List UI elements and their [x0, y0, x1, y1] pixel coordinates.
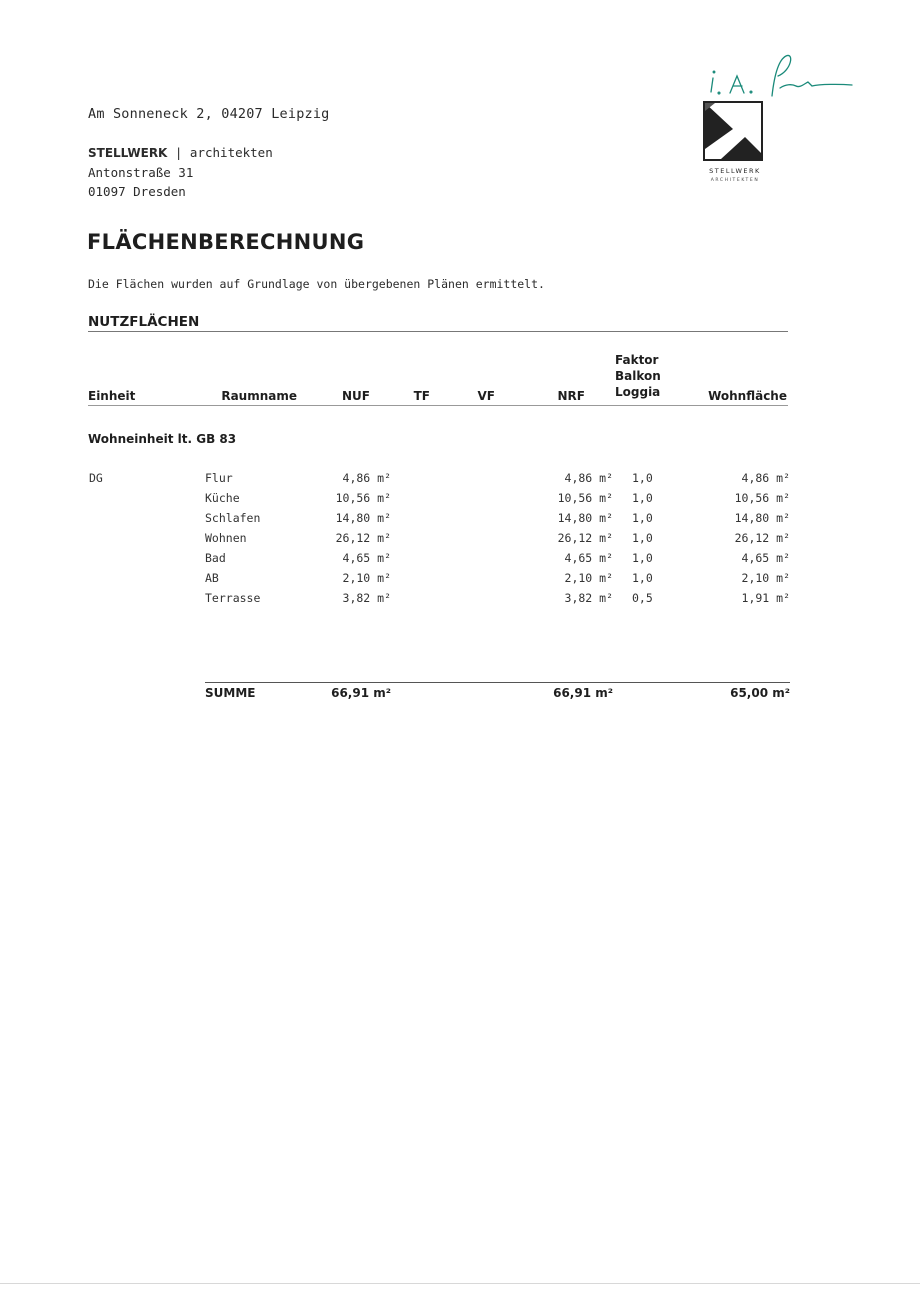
intro-text: Die Flächen wurden auf Grundlage von übergebenen Plänen ermittelt. — [88, 277, 545, 291]
signature — [700, 48, 860, 107]
section-heading: NUTZFLÄCHEN — [88, 314, 200, 330]
header-faktor-2: Balkon — [615, 369, 661, 383]
room-faktor: 1,0 — [632, 491, 653, 505]
table-row — [0, 588, 920, 608]
table-row — [0, 528, 920, 548]
header-faktor — [615, 352, 661, 400]
room-name: Küche — [205, 491, 240, 505]
header-vf: VF — [477, 389, 495, 403]
office-name — [88, 143, 273, 163]
page-edge — [0, 1283, 920, 1284]
office-city: 01097 Dresden — [88, 184, 186, 199]
sum-label: SUMME — [205, 686, 256, 700]
section-rule — [88, 331, 788, 332]
unit-heading: Wohneinheit lt. GB 83 — [88, 432, 237, 446]
sum-nuf: 66,91 m² — [331, 686, 391, 700]
room-nuf: 2,10 m² — [342, 571, 391, 585]
room-wohnflaeche: 10,56 m² — [734, 491, 790, 505]
office-name-bold: STELLWERK — [88, 146, 168, 160]
room-nuf: 26,12 m² — [335, 531, 391, 545]
room-nrf: 26,12 m² — [557, 531, 613, 545]
room-nrf: 4,86 m² — [564, 471, 613, 485]
room-wohnflaeche: 26,12 m² — [734, 531, 790, 545]
header-nrf: NRF — [557, 389, 585, 403]
table-row — [0, 548, 920, 568]
logo-name: STELLWERK — [709, 167, 761, 175]
room-faktor: 1,0 — [632, 471, 653, 485]
header-faktor-3: Loggia — [615, 385, 661, 399]
logo-mark — [703, 101, 763, 161]
room-name: Wohnen — [205, 531, 247, 545]
sum-wohnflaeche: 65,00 m² — [730, 686, 790, 700]
table-row — [0, 568, 920, 588]
room-name: Terrasse — [205, 591, 261, 605]
sum-nrf: 66,91 m² — [553, 686, 613, 700]
header-wohnflaeche: Wohnfläche — [708, 389, 787, 403]
room-name: Bad — [205, 551, 226, 565]
logo-subtitle: ARCHITEKTEN — [710, 178, 760, 183]
room-nuf: 3,82 m² — [342, 591, 391, 605]
room-name: AB — [205, 571, 219, 585]
office-address — [88, 143, 273, 201]
room-faktor: 0,5 — [632, 591, 653, 605]
table-row — [0, 508, 920, 528]
room-nrf: 2,10 m² — [564, 571, 613, 585]
table-row — [0, 468, 920, 488]
header-einheit: Einheit — [88, 389, 136, 403]
room-name: Schlafen — [205, 511, 261, 525]
room-nuf: 4,86 m² — [342, 471, 391, 485]
room-faktor: 1,0 — [632, 571, 653, 585]
header-tf: TF — [413, 389, 430, 403]
room-faktor: 1,0 — [632, 551, 653, 565]
page-title: FLÄCHENBERECHNUNG — [87, 230, 365, 254]
header-nuf: NUF — [342, 389, 370, 403]
office-name-rest: | architekten — [167, 145, 273, 160]
room-nrf: 4,65 m² — [564, 551, 613, 565]
room-wohnflaeche: 14,80 m² — [734, 511, 790, 525]
room-nuf: 10,56 m² — [335, 491, 391, 505]
stellwerk-logo — [703, 101, 763, 161]
room-nrf: 14,80 m² — [557, 511, 613, 525]
room-faktor: 1,0 — [632, 531, 653, 545]
room-wohnflaeche: 4,86 m² — [741, 471, 790, 485]
header-raumname: Raumname — [221, 389, 297, 403]
room-nuf: 14,80 m² — [335, 511, 391, 525]
project-address: Am Sonneneck 2, 04207 Leipzig — [88, 106, 330, 122]
room-faktor: 1,0 — [632, 511, 653, 525]
header-rule — [88, 405, 788, 406]
signature-image — [700, 48, 860, 103]
room-wohnflaeche: 4,65 m² — [741, 551, 790, 565]
room-nuf: 4,65 m² — [342, 551, 391, 565]
room-wohnflaeche: 1,91 m² — [741, 591, 790, 605]
room-nrf: 10,56 m² — [557, 491, 613, 505]
office-street: Antonstraße 31 — [88, 165, 194, 180]
sum-rule — [205, 682, 790, 683]
header-faktor-1: Faktor — [615, 353, 659, 367]
table-row — [0, 488, 920, 508]
unit-code: DG — [89, 471, 103, 485]
room-wohnflaeche: 2,10 m² — [741, 571, 790, 585]
area-table — [0, 468, 920, 608]
room-nrf: 3,82 m² — [564, 591, 613, 605]
room-name: Flur — [205, 471, 233, 485]
